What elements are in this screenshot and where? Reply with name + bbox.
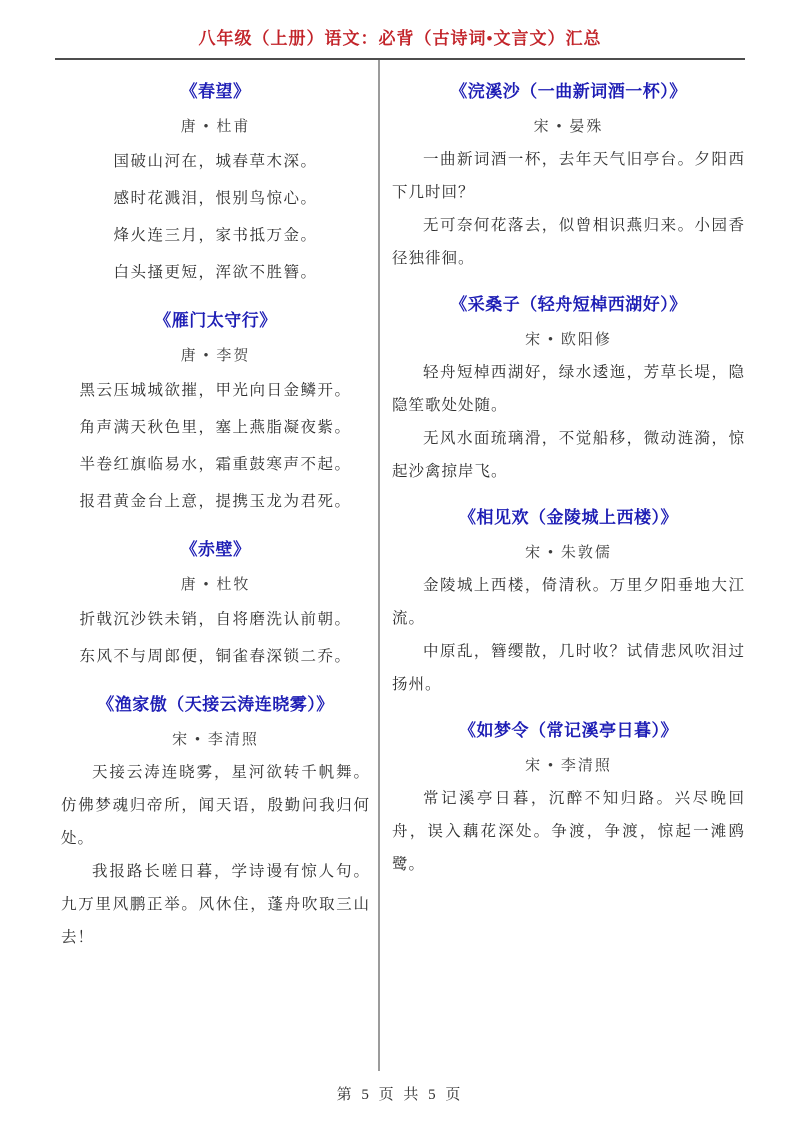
poem-line: 角声满天秋色里，塞上燕脂凝夜紫。 <box>79 419 352 436</box>
page-number: 第 5 页 共 5 页 <box>336 1087 464 1103</box>
poem-author: 宋 • 李清照 <box>172 732 259 748</box>
poem-paragraph: 金陵城上西楼，倚清秋。万里夕阳垂地大江流。 <box>392 577 745 627</box>
poem-author: 唐 • 杜牧 <box>180 577 251 593</box>
poem-paragraph: 轻舟短棹西湖好，绿水逶迤，芳草长堤，隐隐笙歌处处随。 <box>392 364 745 414</box>
poem-line: 黑云压城城欲摧，甲光向日金鳞开。 <box>79 382 352 399</box>
poem-section <box>392 77 745 275</box>
poem-section <box>392 290 745 488</box>
poem-author: 宋 • 朱敦儒 <box>525 545 612 561</box>
left-column <box>55 60 378 1071</box>
poem-title: 《采桑子（轻舟短棹西湖好）》 <box>450 295 687 314</box>
poem-section <box>392 716 745 881</box>
poem-title: 《春望》 <box>180 82 251 101</box>
poem-section <box>61 690 370 954</box>
poem-author: 唐 • 李贺 <box>180 348 251 364</box>
poem-title: 《如梦令（常记溪亭日暮）》 <box>459 721 678 740</box>
poem-body <box>61 601 370 675</box>
poem-line: 感时花溅泪，恨别鸟惊心。 <box>113 190 318 207</box>
poem-title: 《赤壁》 <box>180 540 251 559</box>
poem-paragraph: 天接云涛连晓雾，星河欲转千帆舞。仿佛梦魂归帝所，闻天语，殷勤问我归何处。 <box>61 764 370 847</box>
poem-paragraph: 无可奈何花落去，似曾相识燕归来。小园香径独徘徊。 <box>392 217 745 267</box>
two-column-body <box>55 60 745 1071</box>
poem-body <box>61 756 370 954</box>
poem-paragraph: 一曲新词酒一杯，去年天气旧亭台。夕阳西下几时回？ <box>392 151 745 201</box>
poem-title: 《浣溪沙（一曲新词酒一杯）》 <box>450 82 687 101</box>
right-column <box>380 60 745 1071</box>
poem-line: 白头搔更短，浑欲不胜簪。 <box>113 264 318 281</box>
poem-line: 折戟沉沙铁未销，自将磨洗认前朝。 <box>79 611 352 628</box>
poem-line: 东风不与周郎便，铜雀春深锁二乔。 <box>79 648 352 665</box>
poem-section <box>392 503 745 701</box>
poem-title: 《相见欢（金陵城上西楼）》 <box>459 508 678 527</box>
poem-section <box>61 535 370 675</box>
poem-title: 《雁门太守行》 <box>154 311 277 330</box>
poem-section <box>61 306 370 520</box>
poem-line: 报君黄金台上意，提携玉龙为君死。 <box>79 493 352 510</box>
poem-line: 半卷红旗临易水，霜重鼓寒声不起。 <box>79 456 352 473</box>
poem-body <box>392 143 745 275</box>
poem-paragraph: 无风水面琉璃滑，不觉船移，微动涟漪，惊起沙禽掠岸飞。 <box>392 430 745 480</box>
poem-body <box>61 143 370 291</box>
header-title: 八年级（上册）语文：必背（古诗词•文言文）汇总 <box>198 29 602 48</box>
poem-section <box>61 77 370 291</box>
poem-author: 宋 • 欧阳修 <box>525 332 612 348</box>
poem-line: 烽火连三月，家书抵万金。 <box>113 227 318 244</box>
poem-title: 《渔家傲（天接云涛连晓雾）》 <box>97 695 334 714</box>
page-header <box>0 0 800 49</box>
poem-line: 国破山河在，城春草木深。 <box>113 153 318 170</box>
page-footer <box>0 1071 800 1104</box>
poem-author: 宋 • 李清照 <box>525 758 612 774</box>
poem-body <box>392 782 745 881</box>
poem-body <box>61 372 370 520</box>
poem-author: 唐 • 杜甫 <box>180 119 251 135</box>
poem-body <box>392 356 745 488</box>
poem-paragraph: 我报路长嗟日暮，学诗谩有惊人句。九万里风鹏正举。风休住，蓬舟吹取三山去！ <box>61 863 370 946</box>
poem-paragraph: 中原乱，簪缨散，几时收？试倩悲风吹泪过扬州。 <box>392 643 745 693</box>
poem-paragraph: 常记溪亭日暮，沉醉不知归路。兴尽晚回舟，误入藕花深处。争渡，争渡，惊起一滩鸥鹭。 <box>392 790 745 873</box>
poem-author: 宋 • 晏殊 <box>533 119 604 135</box>
poem-body <box>392 569 745 701</box>
